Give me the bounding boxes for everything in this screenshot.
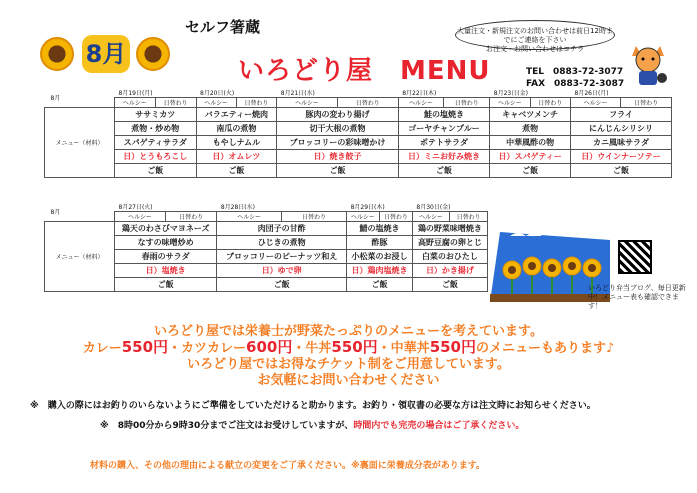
fax-number: FAX 0883-72-3087	[526, 79, 625, 89]
date-cell: 8月22日(木)	[402, 90, 437, 97]
blog-note: いろどり弁当ブログ、毎日更新中！メニュー表も確認できます！	[588, 284, 686, 310]
daily-item: 日）ゆで卵	[217, 264, 347, 278]
date-cell: 8月20日(火)	[200, 90, 235, 97]
daily-label: 日替わり	[281, 212, 346, 222]
menu-item: 白菜のおひたし	[412, 250, 487, 264]
menu-item: にんじんシリシリ	[571, 122, 672, 136]
menu-item: もやしナムル	[196, 136, 277, 150]
rice-item: ご飯	[398, 164, 490, 178]
menu-item: キャベツメンチ	[490, 108, 571, 122]
menu-item: 煮物	[490, 122, 571, 136]
menu-item: ポテトサラダ	[398, 136, 490, 150]
healthy-label: ヘルシー	[115, 98, 156, 108]
daily-label: 日替わり	[621, 98, 672, 108]
menu-item: 南瓜の煮物	[196, 122, 277, 136]
menu-item: なすの味噌炒め	[115, 236, 217, 250]
menu-item: 春雨のサラダ	[115, 250, 217, 264]
month-badge	[40, 33, 170, 75]
date-cell: 8月28日(水)	[220, 204, 255, 211]
menu-item: バラエティー焼肉	[196, 108, 277, 122]
qr-code-icon[interactable]	[618, 240, 652, 274]
date-cell: 8月19日(月)	[118, 90, 153, 97]
menu-item: フライ	[571, 108, 672, 122]
self-title: セルフ箸蔵	[185, 18, 261, 36]
rice-item: ご飯	[196, 164, 277, 178]
healthy-label: ヘルシー	[277, 98, 338, 108]
payment-note: ※ 購入の際にはお釣りのいらないようにご準備をしていただけると助かります。お釣り・領収書の必要な方は注文時にお知らせください。	[30, 401, 596, 411]
notice-bubble: 大量注文・新規注文のお問い合わせは前日12時までにご連絡を下さい お注文・お問い合わせはコチラ	[455, 20, 615, 50]
daily-item: 日）鶏肉塩焼き	[347, 264, 413, 278]
rice-item: ご飯	[490, 164, 571, 178]
menu-label: メニュー（材料）	[45, 108, 115, 178]
daily-label: 日替わり	[450, 212, 488, 222]
menu-item: ブロッコリーのピーナッツ和え	[217, 250, 347, 264]
daily-item: 日）とうもろこし	[115, 150, 197, 164]
daily-item: 日）オムレツ	[196, 150, 277, 164]
menu-item: 豚肉の変わり揚げ	[277, 108, 398, 122]
menu-item: 鯖の塩焼き	[347, 222, 413, 236]
date-cell: 8月30日(金)	[416, 204, 451, 211]
date-cell: 8月26日(月)	[574, 90, 609, 97]
date-cell: 8月27日(火)	[118, 204, 153, 211]
menu-table-week1	[44, 88, 672, 178]
rice-item: ご飯	[412, 278, 487, 292]
daily-label: 日替わり	[155, 98, 196, 108]
order-time-note: ※ 8時00分から9時30分までご注文はお受けしていますが、時間内でも完売の場合はご了承ください。	[100, 421, 525, 431]
sunflower-icon	[40, 37, 74, 71]
month-label: 8月	[50, 95, 61, 102]
menu-table-week2	[44, 202, 488, 292]
daily-label: 日替わり	[165, 212, 216, 222]
rice-item: ご飯	[217, 278, 347, 292]
menu-item: 酢豚	[347, 236, 413, 250]
promo-line-2: カレー550円・カツカレー600円・牛丼550円・中華丼550円のメニューもあります♪	[82, 338, 615, 356]
healthy-label: ヘルシー	[347, 212, 380, 222]
daily-label: 日替わり	[337, 98, 398, 108]
menu-item: 鶏天のわさびマヨネーズ	[115, 222, 217, 236]
menu-item: スパゲティサラダ	[115, 136, 197, 150]
menu-item: ササミカツ	[115, 108, 197, 122]
healthy-label: ヘルシー	[571, 98, 621, 108]
menu-item: 肉団子の甘酢	[217, 222, 347, 236]
date-cell: 8月29日(木)	[350, 204, 385, 211]
healthy-label: ヘルシー	[412, 212, 449, 222]
menu-item: 切干大根の煮物	[277, 122, 398, 136]
daily-item: 日）塩焼き	[115, 264, 217, 278]
menu-item: 煮物・炒め物	[115, 122, 197, 136]
sunflower-icon	[136, 37, 170, 71]
menu-item: カニ風味サラダ	[571, 136, 672, 150]
daily-item: 日）焼き餃子	[277, 150, 398, 164]
promo-line-3: いろどり屋ではお得なチケット制をご用意しています。	[187, 357, 510, 372]
month-title: 8月	[82, 35, 130, 73]
menu-label: メニュー（材料）	[45, 222, 115, 292]
rice-item: ご飯	[347, 278, 413, 292]
menu-item: ひじきの煮物	[217, 236, 347, 250]
shop-title: いろどり屋 MENU	[238, 56, 491, 86]
daily-item: 日）ウインナーソテー	[571, 150, 672, 164]
healthy-label: ヘルシー	[196, 98, 236, 108]
daily-item: 日）スパゲティー	[490, 150, 571, 164]
menu-item: 鮭の塩焼き	[398, 108, 490, 122]
daily-label: 日替わり	[444, 98, 490, 108]
menu-item: ブロッコリーの彩味噌かけ	[277, 136, 398, 150]
healthy-label: ヘルシー	[115, 212, 166, 222]
menu-item: ゴーヤチャンプルー	[398, 122, 490, 136]
date-cell: 8月23日(金)	[493, 90, 528, 97]
month-label: 8月	[50, 209, 61, 216]
healthy-label: ヘルシー	[217, 212, 282, 222]
rice-item: ご飯	[115, 278, 217, 292]
tel-number: TEL 0883-72-3077	[526, 67, 624, 77]
daily-item: 日）かき揚げ	[412, 264, 487, 278]
menu-change-note: 材料の購入、その他の理由による献立の変更をご了承ください。※裏面に栄養成分表があります。	[90, 461, 486, 471]
promo-line-1: いろどり屋では栄養士が野菜たっぷりのメニューを考えています。	[154, 324, 543, 339]
rice-item: ご飯	[277, 164, 398, 178]
daily-item: 日）ミニお好み焼き	[398, 150, 490, 164]
rice-item: ご飯	[571, 164, 672, 178]
daily-label: 日替わり	[236, 98, 276, 108]
cat-mascot-icon	[628, 40, 668, 88]
daily-label: 日替わり	[379, 212, 412, 222]
menu-item: 鶏の野菜味噌焼き	[412, 222, 487, 236]
promo-line-4: お気軽にお問い合わせください	[257, 373, 440, 388]
date-cell: 8月21日(水)	[280, 90, 315, 97]
healthy-label: ヘルシー	[490, 98, 530, 108]
menu-item: 小松菜のお浸し	[347, 250, 413, 264]
rice-item: ご飯	[115, 164, 197, 178]
menu-item: 中華風酢の物	[490, 136, 571, 150]
daily-label: 日替わり	[530, 98, 571, 108]
healthy-label: ヘルシー	[398, 98, 444, 108]
menu-item: 高野豆腐の卵とじ	[412, 236, 487, 250]
